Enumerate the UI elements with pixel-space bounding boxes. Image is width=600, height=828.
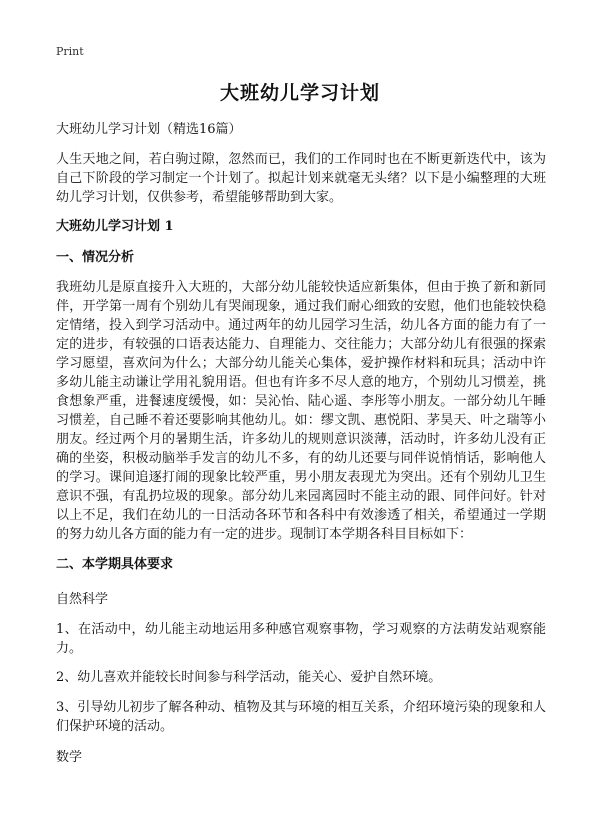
situation-analysis-paragraph: 我班幼儿是原直接升入大班的，大部分幼儿能较快适应新集体，但由于换了新和新同伴，开学第一周有个别幼儿有哭闹现象，通过我们耐心细致的安慰，他们也能较快稳定情绪，投入到学习活动中。通过两年的幼儿园学习生活，幼儿各方面的能力有了一定的进步，有较强的口语表达能力、自理能力、交往能力；大部分幼儿有很强的探索学习愿望，喜欢问为什么；大部分幼儿能关心集体，爱护操作材料和玩具；活动中许多幼儿能主动谦让学用礼貌用语。但也有许多不尽人意的地方，个别幼儿习惯差，挑食想象严重，进餐速度缓慢，如：吴沁怡、陆心遥、李彤等小朋友。一部分幼儿午睡习惯差，自己睡不着还要影响其他幼儿。如：缪文凯、惠悦阳、茅昊天、叶之瑞等小朋友。经过两个月的暑期生活，许多幼儿的规则意识淡薄，活动时，许多幼儿没有正确的坐姿，积极动脑举手发言的幼儿不多，有的幼儿还要与同伴说悄悄话，影响他人的学习。课间追逐打闹的现象比较严重，男小朋友表现尤为突出。还有个别幼儿卫生意识不强，有乱扔垃圾的现象。部分幼儿来园离园时不能主动的跟、同伴问好。针对以上不足，我们在幼儿的一日活动各环节和各科中有效渗透了相关，希望通过一学期的努力幼儿各方面的能力有一定的进步。现制订本学期各科目目标如下： [56,280,546,542]
requirement-item-1: 1、在活动中，幼儿能主动地运用多种感官观察事物，学习观察的方法萌发站观察能力。 [56,622,546,656]
document-title: 大班幼儿学习计划 [219,82,380,104]
subject-heading-science: 自然科学 [56,592,109,607]
section-heading-requirements: 二、本学期具体要求 [56,557,174,572]
intro-paragraph: 人生天地之间，若白驹过隙，忽然而已，我们的工作同时也在不断更新迭代中，该为自己下阶段的学习制定一个计划了。拟起计划来就毫无头绪？以下是小编整理的大班幼儿学习计划，仅供参考，希望能够帮助到大家。 [56,152,546,205]
requirement-item-3: 3、引导幼儿初步了解各种动、植物及其与环境的相互关系，介绍环境污染的现象和人们保护环境的活动。 [56,700,546,734]
subject-heading-math: 数学 [56,750,83,765]
article-title: 大班幼儿学习计划 1 [56,219,174,234]
requirement-item-2: 2、幼儿喜欢并能较长时间参与科学活动，能关心、爱护自然环境。 [56,670,442,685]
section-heading-situation: 一、情况分析 [56,250,135,265]
print-label: Print [56,45,84,58]
document-subtitle: 大班幼儿学习计划（精选16篇） [56,122,242,137]
